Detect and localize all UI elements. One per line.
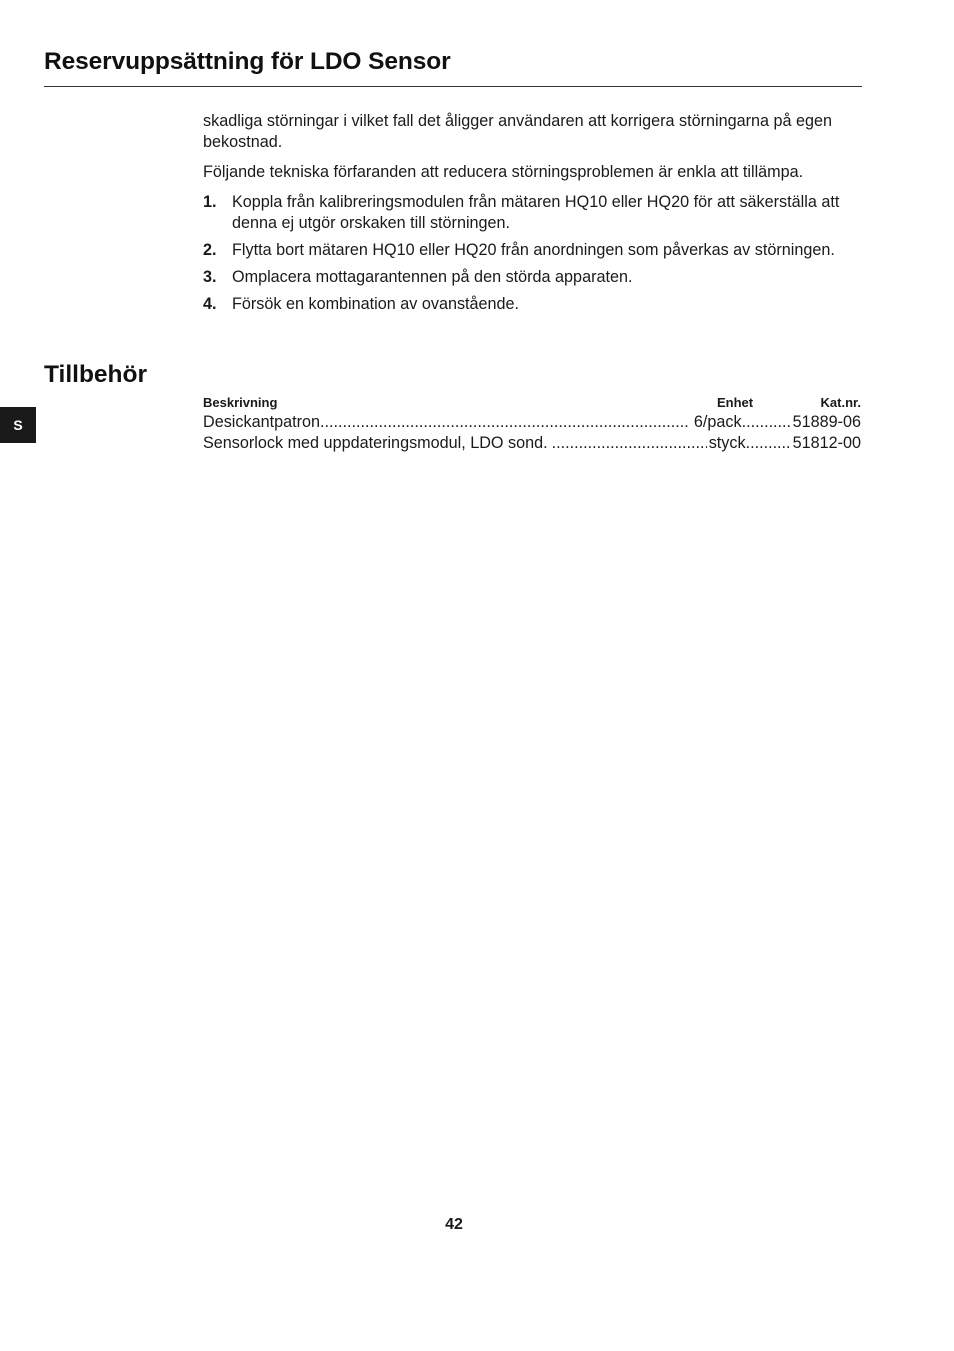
row-unit: 6/pack — [693, 413, 742, 431]
intro-paragraph-1: skadliga störningar i vilket fall det åligger användaren att korrigera störningarna på egen bekostnad. — [203, 112, 832, 151]
list-item — [203, 267, 865, 288]
step-text: Omplacera mottagarantennen på den störda apparaten. — [232, 268, 633, 286]
row-description: Desickantpatron — [203, 413, 320, 431]
accessories-title: Tillbehör — [44, 361, 148, 388]
row-catalog: 51889-06 — [792, 413, 861, 431]
row-unit: styck — [708, 434, 746, 452]
intro-section-2 — [203, 162, 865, 183]
row-catalog: 51812-00 — [792, 434, 861, 452]
title-divider — [44, 86, 862, 87]
list-item — [203, 294, 865, 315]
leader-dots — [320, 412, 690, 433]
leader-dots — [548, 433, 707, 454]
row-description: Sensorlock med uppdateringsmodul, LDO sond. — [203, 434, 548, 452]
steps-list — [203, 192, 865, 321]
accessories-table — [203, 394, 861, 454]
header-catalog: Kat.nr. — [820, 395, 861, 410]
table-row — [203, 433, 861, 454]
leader-dots — [746, 433, 790, 454]
language-tab-label: S — [13, 417, 23, 433]
step-text: Koppla från kalibreringsmodulen från mätaren HQ10 eller HQ20 för att säkerställa att denna ej utgör orskaken till störningen. — [232, 193, 840, 232]
page-title: Reservuppsättning för LDO Sensor — [44, 48, 451, 75]
table-header — [203, 394, 861, 412]
step-number: 1. — [203, 193, 217, 211]
step-text: Försök en kombination av ovanstående. — [232, 295, 520, 313]
page-number: 42 — [445, 1216, 463, 1233]
list-item — [203, 240, 865, 261]
leader-dots — [742, 412, 790, 433]
table-row — [203, 412, 861, 433]
list-item — [203, 192, 865, 234]
step-text: Flytta bort mätaren HQ10 eller HQ20 från anordningen som påverkas av störningen. — [232, 241, 835, 259]
header-description: Beskrivning — [203, 395, 278, 410]
step-number: 4. — [203, 295, 217, 313]
intro-section — [203, 111, 865, 153]
header-unit: Enhet — [717, 395, 754, 410]
step-number: 2. — [203, 241, 217, 259]
intro-paragraph-2: Följande tekniska förfaranden att reducera störningsproblemen är enkla att tillämpa. — [203, 163, 804, 181]
language-tab — [0, 407, 36, 443]
step-number: 3. — [203, 268, 217, 286]
